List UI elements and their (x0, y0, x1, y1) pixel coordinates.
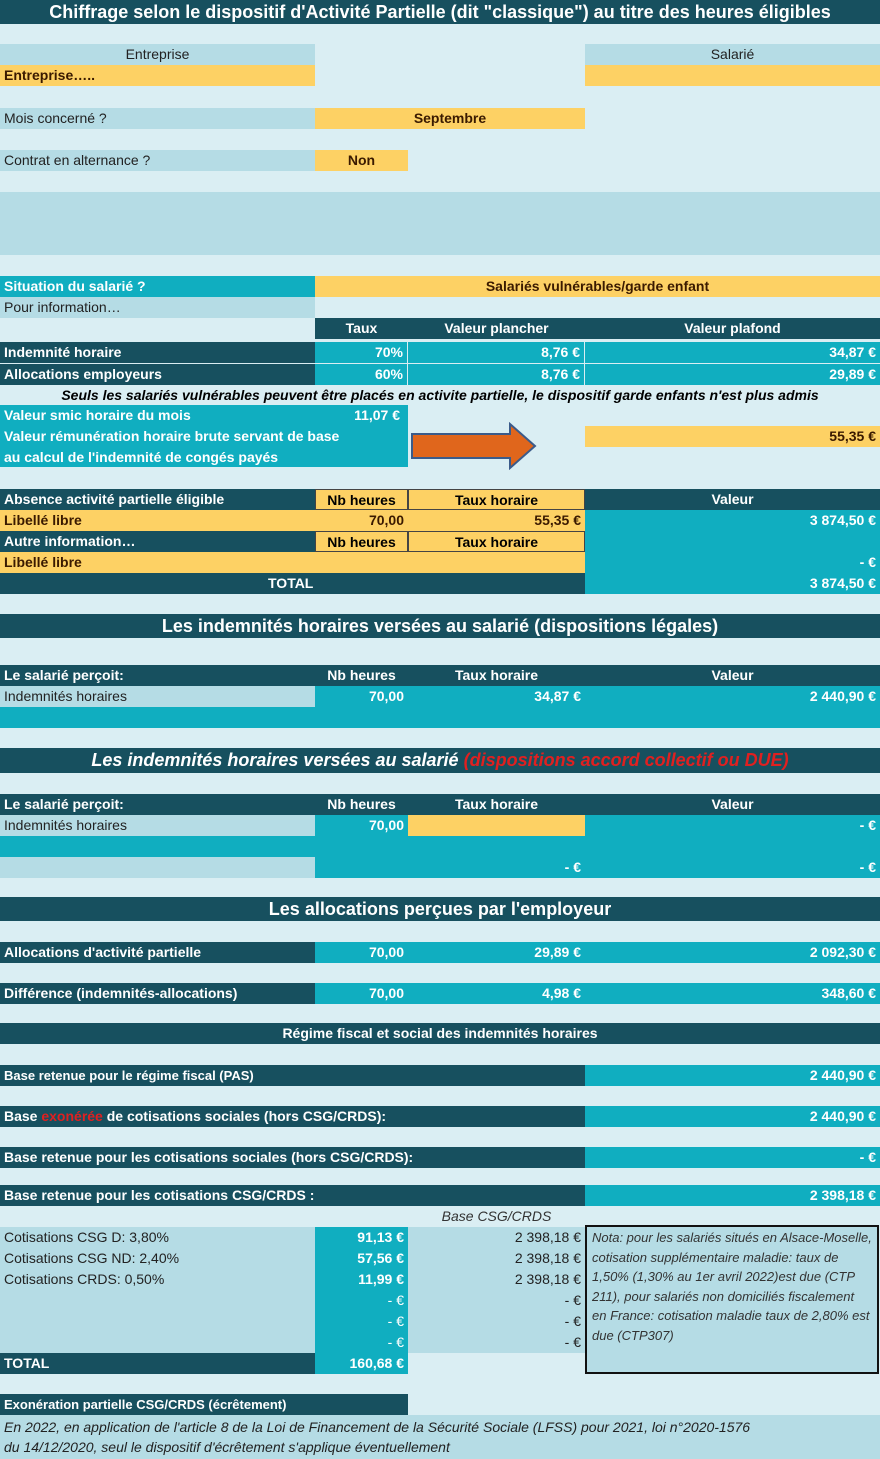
absence-valeur: 3 874,50 € (585, 510, 880, 531)
accord-nb: 70,00 (315, 815, 408, 836)
cotisation-base-2: 2 398,18 € (514, 1250, 581, 1266)
arrow-right-icon (410, 422, 538, 470)
libelle-libre-2-inputs[interactable] (315, 552, 585, 573)
indemnite-taux: 70% (315, 342, 408, 363)
contrat-label: Contrat en alternance ? (0, 150, 315, 171)
cotisation-value-5: - € (387, 1313, 404, 1329)
cotisation-label-1: Cotisations CSG D: 3,80% (4, 1229, 169, 1245)
accord-row-label: Indemnités horaires (0, 815, 315, 836)
legal-col-valeur: Valeur (585, 665, 880, 686)
smic-value: 11,07 € (354, 407, 400, 423)
allocations-plancher: 8,76 € (408, 364, 585, 385)
mois-label: Mois concerné ? (0, 108, 315, 129)
autre-valeur: - € (585, 552, 880, 573)
mois-field[interactable]: Septembre (315, 108, 585, 129)
exo-label-a: Base (4, 1108, 42, 1124)
soc-label: Base retenue pour les cotisations sociales (hors CSG/CRDS): (0, 1147, 585, 1168)
libelle-libre-1[interactable]: Libellé libre (0, 510, 315, 531)
legal-col-taux: Taux horaire (408, 665, 585, 686)
page-title: Chiffrage selon le dispositif d'Activité Partielle (dit "classique") au titre des heures éligibles (0, 0, 880, 24)
legal-spacer (0, 707, 880, 728)
cotisations-total-label: TOTAL (0, 1353, 315, 1374)
situation-label: Situation du salarié ? (0, 276, 315, 297)
salarie-name-field[interactable] (585, 65, 880, 86)
soc-value: - € (585, 1147, 880, 1168)
alloc-row2-nb: 70,00 (315, 983, 408, 1004)
exoneration-label: Exonération partielle CSG/CRDS (écrêtement) (0, 1394, 408, 1415)
salarie-header: Salarié (585, 44, 880, 65)
legal-percoit: Le salarié perçoit: (0, 665, 315, 686)
libelle-libre-2[interactable]: Libellé libre (0, 552, 315, 573)
exo-label-c: de cotisations sociales (hors CSG/CRDS): (102, 1108, 387, 1124)
cotisation-base-6: - € (564, 1334, 581, 1350)
accord-title-main: Les indemnités horaires versées au salarié (91, 750, 459, 770)
legal-row-label: Indemnités horaires (0, 686, 315, 707)
absence-label: Absence activité partielle éligible (0, 489, 315, 510)
cotisation-base-5: - € (564, 1313, 581, 1329)
legal-valeur: 2 440,90 € (585, 686, 880, 707)
legal-col-nb: Nb heures (315, 665, 408, 686)
exoneration-text-1: En 2022, en application de l'article 8 de la Loi de Financement de la Sécurité Sociale (LFSS) pour 2021, loi n°2020-1576 (4, 1419, 751, 1435)
accord-taux-input[interactable] (408, 815, 585, 836)
allocations-employeurs-label: Allocations employeurs (0, 364, 315, 385)
legal-section-title: Les indemnités horaires versées au salarié (dispositions légales) (0, 614, 880, 638)
alloc-row2-taux: 4,98 € (408, 983, 585, 1004)
accord-sub-valeur: - € (585, 857, 880, 878)
csg-value: 2 398,18 € (585, 1185, 880, 1206)
cotisation-value-1: 91,13 € (357, 1229, 404, 1245)
absence-col-valeur: Valeur (585, 489, 880, 510)
smic-label: Valeur smic horaire du mois (4, 407, 191, 423)
cotisation-base-3: 2 398,18 € (514, 1271, 581, 1287)
info-note: Seuls les salariés vulnérables peuvent être placés en activite partielle, le dispositif garde enfants n'est plus admis (61, 387, 819, 403)
base-csg-header: Base CSG/CRDS (441, 1208, 552, 1224)
total-label: TOTAL (268, 575, 314, 591)
nota-box: Nota: pour les salariés situés en Alsace-Moselle, cotisation supplémentaire maladie: taux de 1,50% (1,30% au 1er avril 2022)est due (CTP 211), pour salariés non domiciliés fiscalement en France: cotisation maladie taux de 2,80% est due (CTP307) (585, 1225, 879, 1374)
absence-taux-horaire[interactable]: 55,35 € (408, 510, 585, 531)
cotisations-total-value: 160,68 € (315, 1353, 408, 1374)
indemnite-plafond: 34,87 € (585, 342, 880, 363)
alloc-row1-nb: 70,00 (315, 942, 408, 963)
accord-col-valeur: Valeur (585, 794, 880, 815)
remuneration-value[interactable]: 55,35 € (585, 426, 880, 447)
accord-sub-label (0, 857, 315, 878)
cotisation-value-6: - € (387, 1334, 404, 1350)
alloc-row1-taux: 29,89 € (408, 942, 585, 963)
pas-label: Base retenue pour le régime fiscal (PAS) (0, 1065, 585, 1086)
indemnite-horaire-label: Indemnité horaire (0, 342, 315, 363)
col-plancher: Valeur plancher (408, 318, 585, 339)
allocations-section-title: Les allocations perçues par l'employeur (0, 897, 880, 921)
cotisation-base-1: 2 398,18 € (514, 1229, 581, 1245)
total-value: 3 874,50 € (585, 573, 880, 594)
accord-col-taux: Taux horaire (408, 794, 585, 815)
cotisation-base-4: - € (564, 1292, 581, 1308)
alloc-row1-valeur: 2 092,30 € (585, 942, 880, 963)
absence-col-nb: Nb heures (315, 489, 408, 510)
accord-sub-nb (315, 857, 408, 878)
exo-label-highlight: exonérée (41, 1108, 103, 1124)
col-plafond: Valeur plafond (585, 318, 880, 339)
cotisation-value-2: 57,56 € (357, 1250, 404, 1266)
blank-band (0, 192, 880, 255)
situation-field[interactable]: Salariés vulnérables/garde enfant (315, 276, 880, 297)
cotisation-label-2: Cotisations CSG ND: 2,40% (4, 1250, 180, 1266)
exoneration-text-2: du 14/12/2020, seul le dispositif d'écrêtement s'applique éventuellement (4, 1439, 450, 1455)
remuneration-label-2: au calcul de l'indemnité de congés payés (4, 449, 279, 465)
alloc-row2-valeur: 348,60 € (585, 983, 880, 1004)
cotisation-value-4: - € (387, 1292, 404, 1308)
accord-col-nb: Nb heures (315, 794, 408, 815)
autre-valeur-empty (585, 531, 880, 552)
entreprise-name-field[interactable]: Entreprise….. (0, 65, 315, 86)
allocations-plafond: 29,89 € (585, 364, 880, 385)
pas-value: 2 440,90 € (585, 1065, 880, 1086)
autre-col-nb: Nb heures (315, 531, 408, 552)
entreprise-header: Entreprise (0, 44, 315, 65)
cotisation-label-3: Cotisations CRDS: 0,50% (4, 1271, 165, 1287)
cotisation-value-3: 11,99 € (358, 1271, 404, 1287)
info-label: Pour information… (0, 297, 315, 318)
accord-sub-taux: - € (408, 857, 585, 878)
csg-label: Base retenue pour les cotisations CSG/CRDS : (0, 1185, 585, 1206)
legal-nb: 70,00 (315, 686, 408, 707)
allocations-taux: 60% (315, 364, 408, 385)
legal-taux: 34,87 € (408, 686, 585, 707)
accord-spacer (0, 836, 880, 857)
col-taux: Taux (315, 318, 408, 339)
contrat-field[interactable]: Non (315, 150, 408, 171)
accord-section-title (0, 748, 880, 773)
autre-information-label: Autre information… (0, 531, 315, 552)
accord-valeur: - € (585, 815, 880, 836)
absence-nb-heures[interactable]: 70,00 (315, 510, 408, 531)
indemnite-plancher: 8,76 € (408, 342, 585, 363)
accord-percoit: Le salarié perçoit: (0, 794, 315, 815)
exo-label (0, 1106, 585, 1127)
alloc-row2-label: Différence (indemnités-allocations) (0, 983, 315, 1004)
remuneration-label-1: Valeur rémunération horaire brute servant de base (4, 428, 340, 444)
alloc-row1-label: Allocations d'activité partielle (0, 942, 315, 963)
absence-col-taux: Taux horaire (408, 489, 585, 510)
exo-value: 2 440,90 € (585, 1106, 880, 1127)
accord-title-highlight: (dispositions accord collectif ou DUE) (463, 750, 789, 770)
regime-section-title: Régime fiscal et social des indemnités horaires (0, 1023, 880, 1044)
autre-col-taux: Taux horaire (408, 531, 585, 552)
